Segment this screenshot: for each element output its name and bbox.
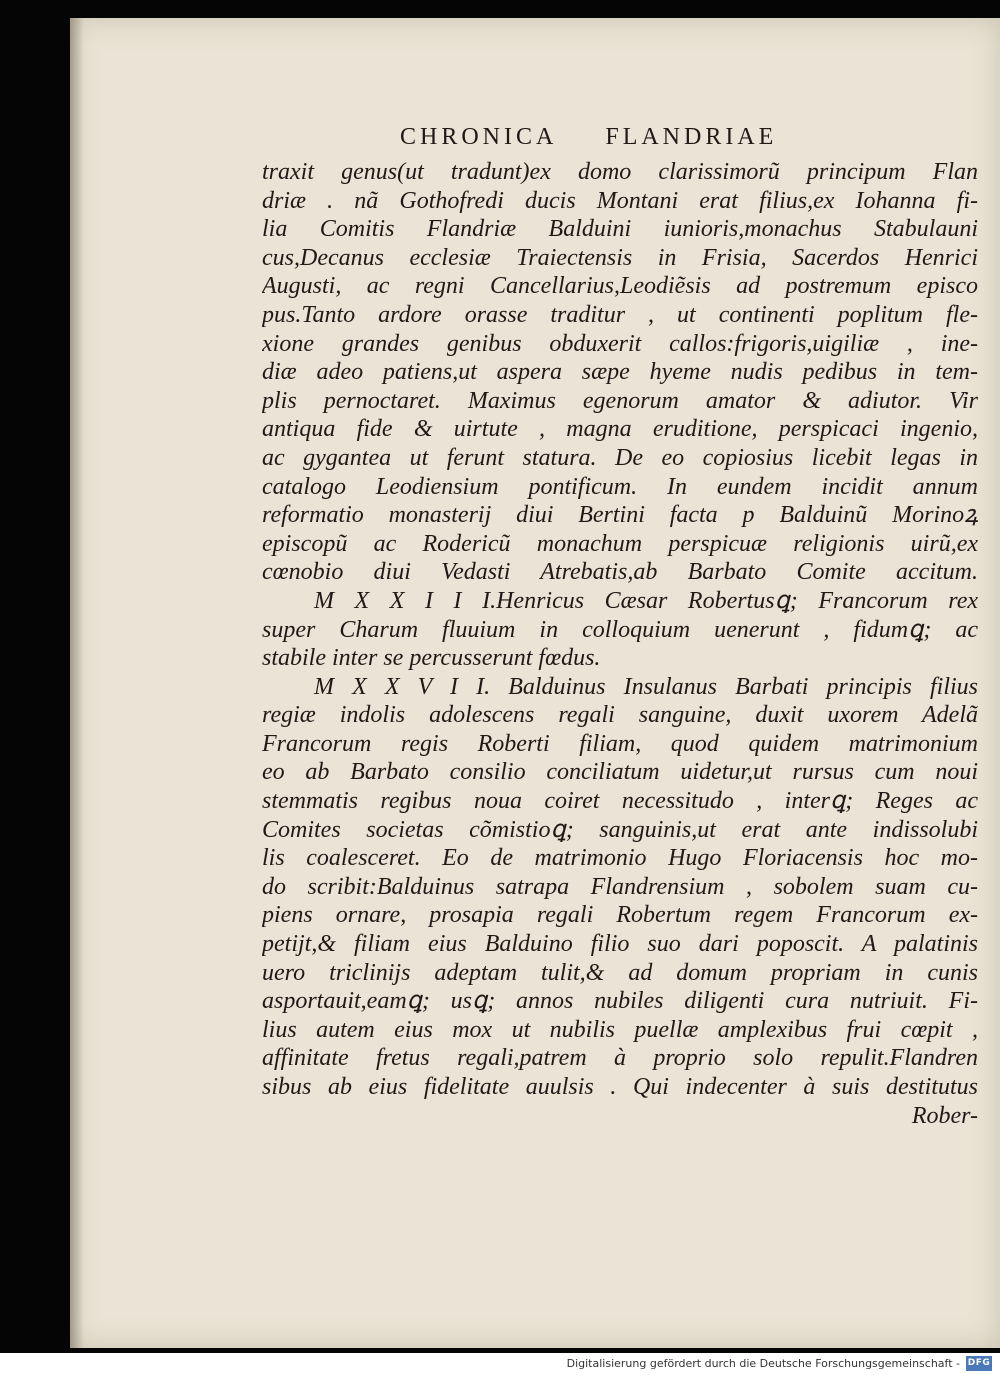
text-line: lia Comitis Flandriæ Balduini iunioris,monachus Stabulauni (262, 216, 978, 243)
text-line: stabile inter se percusserunt fœdus. (262, 645, 601, 672)
text-line: uero triclinijs adeptam tulit,& ad domum propriam in cunis (262, 959, 978, 986)
text-line: super Charum fluuium in colloquium uenerunt , fidumꝗ; ac (262, 616, 978, 643)
text-line: petijt,& filiam eius Balduino filio suo dari poposcit. A palatinis (262, 931, 978, 958)
text-line: reformatio monasterij diui Bertini facta p Balduinũ Morinoꝝ (262, 502, 978, 529)
text-line: sibus ab eius fidelitate auulsis . Qui indecenter à suis destitutus (262, 1074, 978, 1100)
text-line: driæ . nã Gothofredi ducis Montani erat filius,ex Iohanna fi- (262, 187, 978, 214)
body-text (262, 158, 978, 1130)
text-line: lis coalesceret. Eo de matrimonio Hugo Floriacensis hoc mo- (262, 845, 978, 872)
text-line: plis pernoctaret. Maximus egenorum amator & adiutor. Vir (262, 387, 978, 414)
footer-bar (0, 1353, 1000, 1375)
running-head-right: FLANDRIAE (605, 124, 778, 150)
text-line: cus,Decanus ecclesiæ Traiectensis in Frisia, Sacerdos Henrici (262, 244, 978, 271)
text-line: pus.Tanto ardore orasse traditur , ut continenti poplitum fle- (262, 301, 978, 328)
text-line: antiqua fide & uirtute , magna eruditione, perspicaci ingenio, (262, 416, 978, 443)
running-head-left: CHRONICA (400, 124, 558, 150)
text-line: diæ adeo patiens,ut aspera sæpe hyeme nudis pedibus in tem- (262, 359, 978, 386)
text-line: piens ornare, prosapia regali Robertum regem Francorum ex- (262, 902, 978, 929)
text-line: cœnobio diui Vedasti Atrebatis,ab Barbato Comite accitum. (262, 559, 978, 586)
text-line: episcopũ ac Rodericũ monachum perspicuæ religionis uirũ,ex (262, 530, 978, 557)
funding-notice: Digitalisierung gefördert durch die Deutsche Forschungsgemeinschaft - (566, 1357, 960, 1370)
text-line: asportauit,eamꝗ; usꝗ; annos nubiles diligenti cura nutriuit. Fi- (262, 988, 978, 1015)
page-gutter-shadow (70, 18, 84, 1348)
text-line: catalogo Leodiensium pontificum. In eundem incidit annum (262, 473, 978, 500)
text-line: affinitate fretus regali,patrem à proprio solo repulit.Flandren (262, 1045, 978, 1072)
text-line: eo ab Barbato consilio conciliatum uidetur,ut rursus cum noui (262, 759, 978, 786)
text-line: Augusti, ac regni Cancellarius,Leodiẽsis ad postremum episco (262, 273, 978, 300)
year-entry-line: M X X I I I.Henricus Cæsar Robertusꝗ; Francorum rex (314, 587, 978, 614)
text-line: ac gygantea ut ferunt statura. De eo copiosius licebit legas in (262, 444, 978, 471)
running-head (400, 124, 860, 158)
text-line: regiæ indolis adolescens regali sanguine, duxit uxorem Adelã (262, 702, 978, 729)
text-line: stemmatis regibus noua coiret necessitudo , interꝗ; Reges ac (262, 788, 978, 815)
dfg-logo: DFG (966, 1356, 992, 1371)
text-line: do scribit:Balduinus satrapa Flandrensium , sobolem suam cu- (262, 873, 978, 900)
text-line: xione grandes genibus obduxerit callos:frigoris,uigiliæ , ine- (262, 330, 978, 357)
year-entry-line: M X X V I I. Balduinus Insulanus Barbati principis filius (314, 673, 978, 700)
text-line: Francorum regis Roberti filiam, quod quidem matrimonium (262, 730, 978, 757)
text-line: lius autem eius mox ut nubilis puellæ amplexibus frui cœpit , (262, 1016, 978, 1043)
catchword: Rober- (911, 1102, 978, 1129)
text-line: Comites societas cõmistioꝗ; sanguinis,ut erat ante indissolubi (262, 816, 978, 843)
text-line: traxit genus(ut tradunt)ex domo clarissimorũ principum Flan (262, 159, 978, 185)
